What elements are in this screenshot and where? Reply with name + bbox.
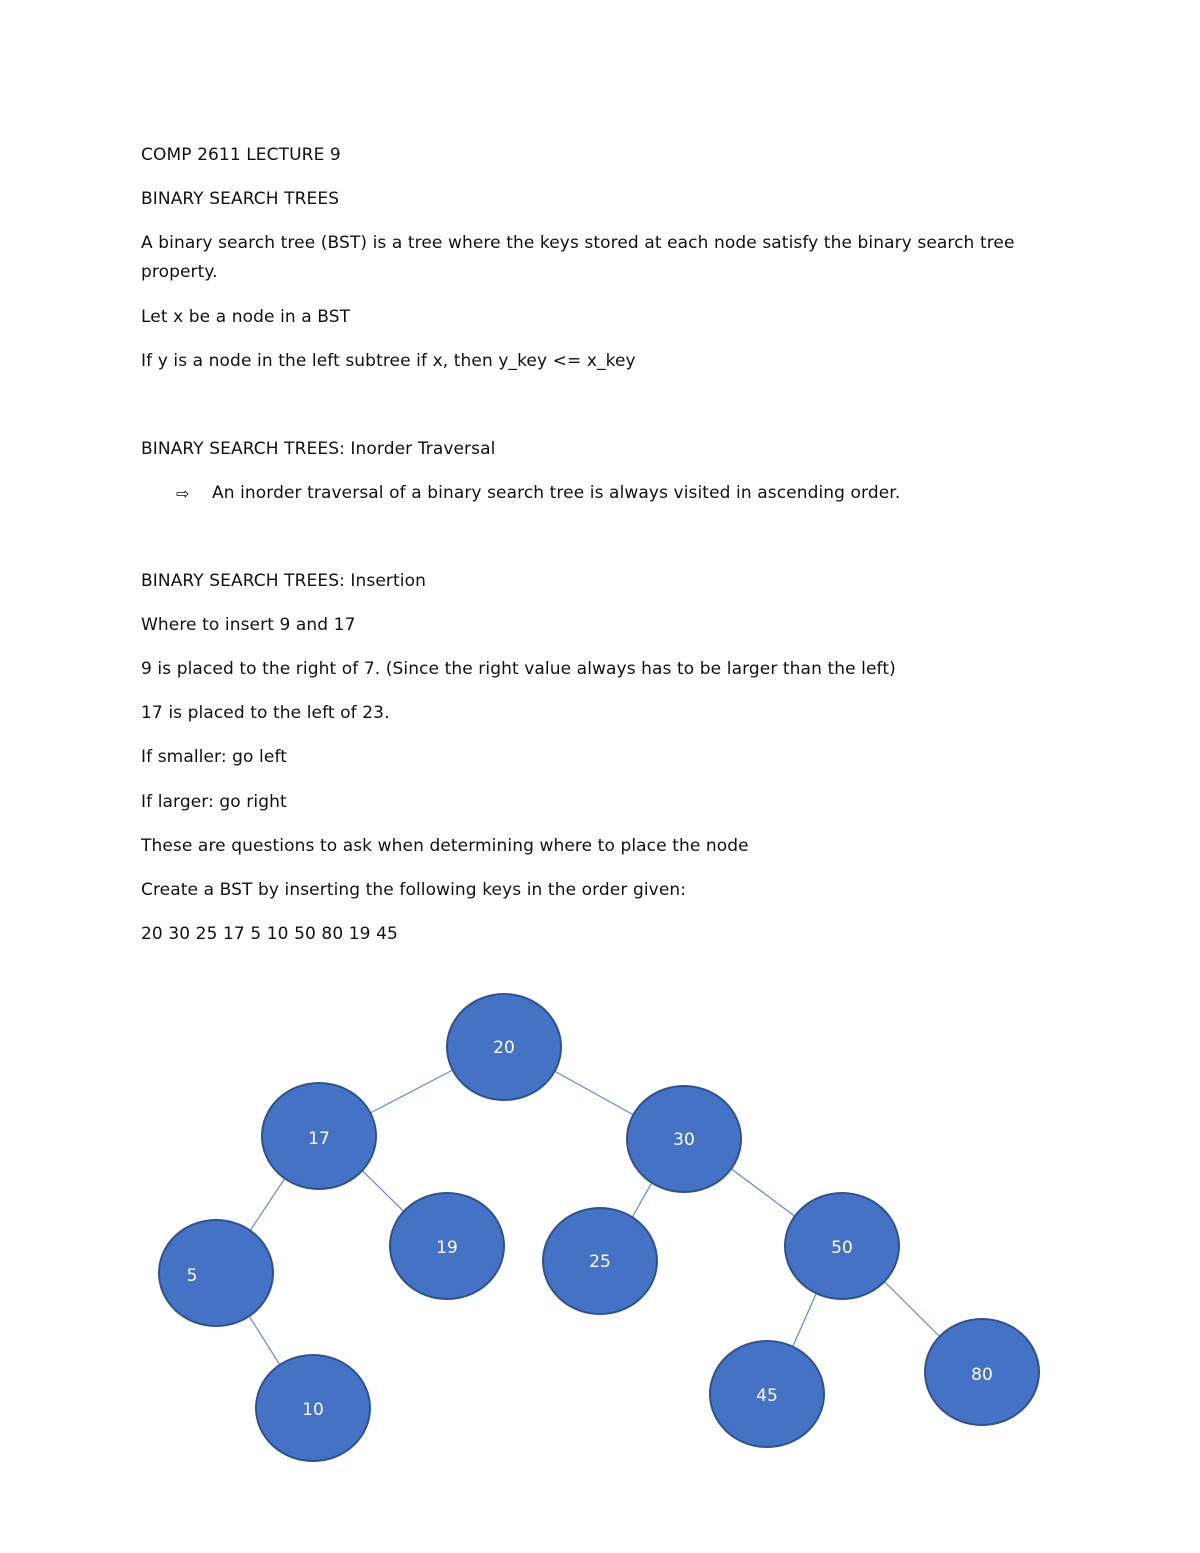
tree-edge-5-10 xyxy=(249,1315,281,1366)
tree-node-50 xyxy=(785,1193,899,1299)
tree-edge-20-30 xyxy=(554,1071,635,1116)
tree-node-17 xyxy=(262,1083,376,1189)
lecture-title: COMP 2611 LECTURE 9 xyxy=(141,145,341,165)
tree-node-label: 17 xyxy=(308,1129,330,1149)
tree-edge-50-45 xyxy=(792,1292,816,1347)
node-x-statement: Let x be a node in a BST xyxy=(141,307,351,327)
tree-node-label: 30 xyxy=(673,1130,695,1150)
tree-edge-17-19 xyxy=(361,1170,404,1212)
questions-note: These are questions to ask when determining where to place the node xyxy=(141,836,749,856)
left-subtree-property: If y is a node in the left subtree if x, then y_key <= x_key xyxy=(141,351,636,371)
keys-sequence: 20 30 25 17 5 10 50 80 19 45 xyxy=(141,924,398,944)
tree-node-label: 25 xyxy=(589,1252,611,1272)
tree-edge-30-50 xyxy=(730,1168,795,1217)
tree-node-label: 19 xyxy=(436,1238,458,1258)
section-heading-inorder: BINARY SEARCH TREES: Inorder Traversal xyxy=(141,439,496,459)
tree-node-10 xyxy=(256,1355,370,1461)
tree-node-5 xyxy=(159,1220,273,1326)
tree-node-label: 5 xyxy=(186,1266,198,1286)
tree-node-circle xyxy=(159,1220,273,1326)
insertion-line-2: 9 is placed to the right of 7. (Since the right value always has to be larger than the left) xyxy=(141,659,896,679)
rule-larger: If larger: go right xyxy=(141,792,287,812)
tree-node-19 xyxy=(390,1193,504,1299)
rule-smaller: If smaller: go left xyxy=(141,747,287,767)
section-heading-insertion: BINARY SEARCH TREES: Insertion xyxy=(141,571,426,591)
tree-node-label: 45 xyxy=(756,1386,778,1406)
tree-node-label: 80 xyxy=(971,1365,993,1385)
tree-node-80 xyxy=(925,1319,1039,1425)
tree-node-label: 50 xyxy=(831,1238,853,1258)
tree-edge-20-17 xyxy=(369,1070,453,1114)
insertion-line-3: 17 is placed to the left of 23. xyxy=(141,703,390,723)
insertion-line-1: Where to insert 9 and 17 xyxy=(141,615,356,635)
tree-node-20 xyxy=(447,994,561,1100)
arrow-bullet-icon: ⇨ xyxy=(176,484,190,503)
tree-edge-30-25 xyxy=(632,1182,653,1218)
tree-node-label: 20 xyxy=(493,1038,515,1058)
exercise-prompt: Create a BST by inserting the following keys in the order given: xyxy=(141,880,687,900)
tree-node-25 xyxy=(543,1208,657,1314)
section-heading-bst: BINARY SEARCH TREES xyxy=(141,189,340,209)
tree-node-30 xyxy=(627,1086,741,1192)
tree-node-label: 10 xyxy=(302,1400,324,1420)
tree-edge-50-80 xyxy=(884,1281,941,1338)
tree-edge-17-5 xyxy=(250,1178,286,1232)
inorder-bullet-text: An inorder traversal of a binary search tree is always visited in ascending order. xyxy=(212,483,901,503)
tree-node-45 xyxy=(710,1341,824,1447)
bst-definition-paragraph: A binary search tree (BST) is a tree where the keys stored at each node satisfy the binary search tree property. xyxy=(141,233,1015,282)
